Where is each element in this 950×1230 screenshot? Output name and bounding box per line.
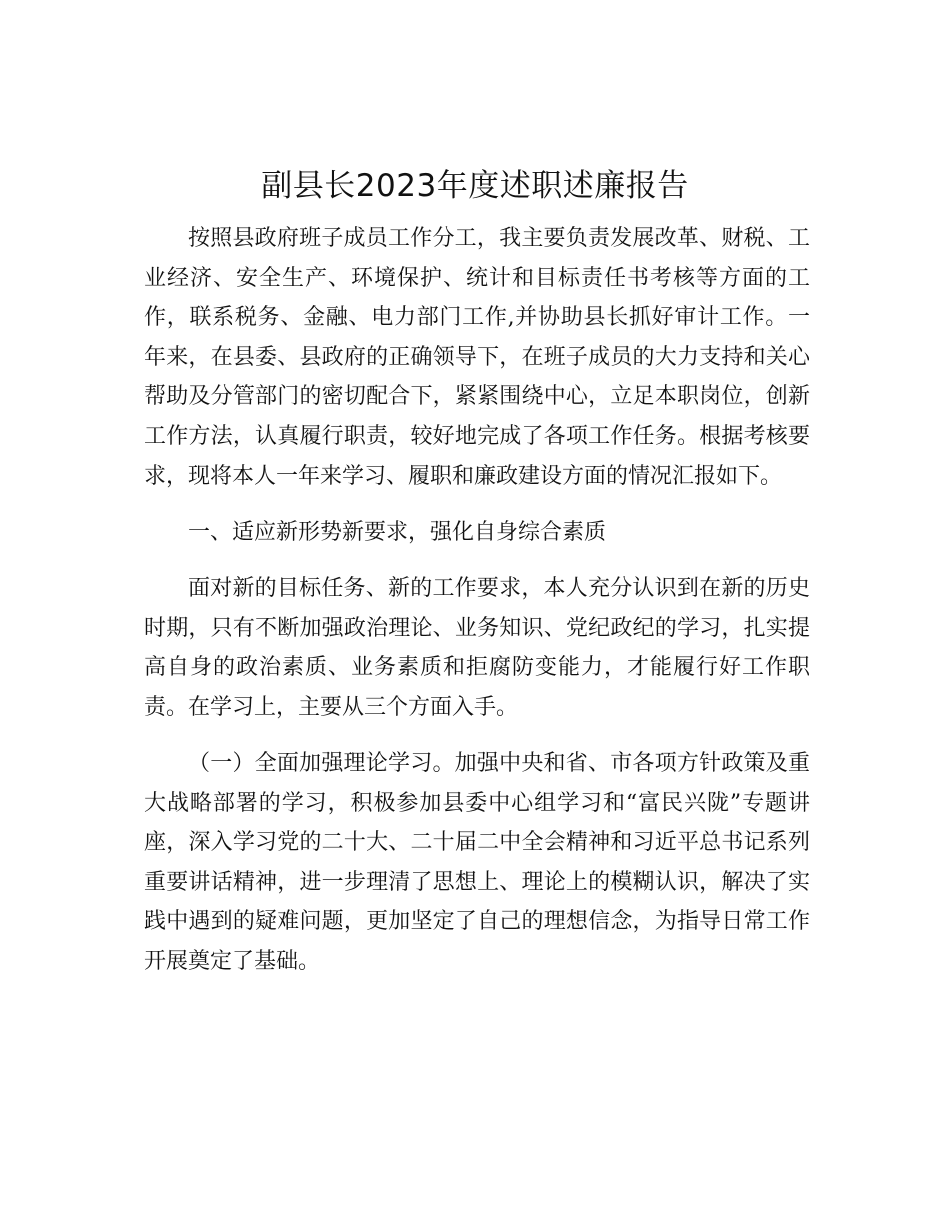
paragraph-intro: 按照县政府班子成员工作分工，我主要负责发展改革、财税、工业经济、安全生产、环境保护、统计和目标责任书考核等方面的工作，联系税务、金融、电力部门工作,并协助县长抓好审计工作。一年来，在县委、县政府的正确领导下，在班子成员的大力支持和关心帮助及分管部门的密切配合下，紧紧围绕中心，立足本职岗位，创新工作方法，认真履行职责，较好地完成了各项工作任务。根据考核要求，现将本人一年来学习、履职和廉政建设方面的情况汇报如下。 [144,226,810,489]
section-heading-1: 一、适应新形势新要求，强化自身综合素质 [188,519,607,545]
paragraph-section-1: 面对新的目标任务、新的工作要求，本人充分认识到在新的历史时期，只有不断加强政治理论、业务知识、党纪政纪的学习，扎实提高自身的政治素质、业务素质和拒腐防变能力，才能履行好工作职责。在学习上，主要从三个方面入手。 [144,575,810,720]
document-title: 副县长2023年度述职述廉报告 [261,168,689,204]
document-body [144,219,810,981]
paragraph-subsection-1: （一）全面加强理论学习。加强中央和省、市各项方针政策及重大战略部署的学习，积极参加县委中心组学习和“富民兴陇”专题讲座，深入学习党的二十大、二十届二中全会精神和习近平总书记系列重要讲话精神，进一步理清了思想上、理论上的模糊认识，解决了实践中遇到的疑难问题，更加坚定了自己的理想信念，为指导日常工作开展奠定了基础。 [144,750,810,974]
